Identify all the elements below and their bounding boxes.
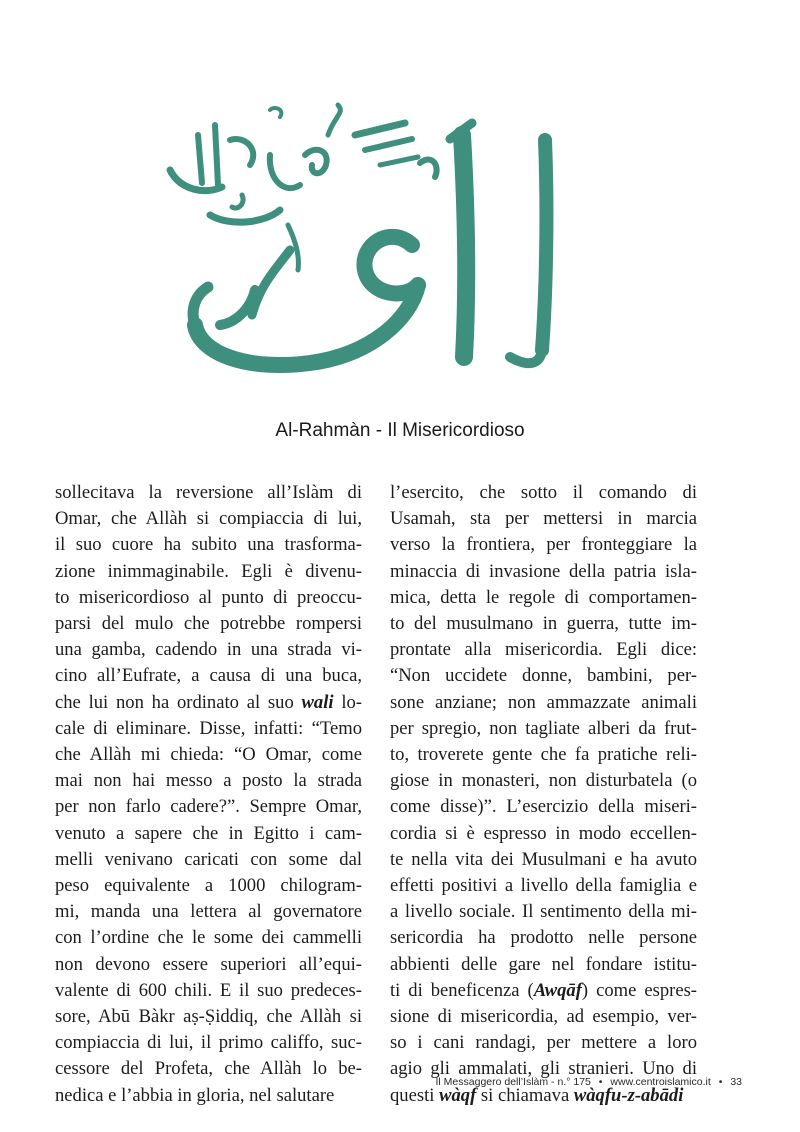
text-fragment: come disse)”. L’esercizio della miseri- (390, 796, 697, 818)
footer-website-link[interactable]: www.centroislamico.it (610, 1076, 711, 1088)
text-line (55, 821, 362, 847)
text-fragment: effetti positivi a livello della famiglia e (390, 875, 697, 897)
page-footer (436, 1076, 742, 1088)
text-line (55, 1004, 362, 1030)
text-line (390, 925, 697, 951)
text-fragment: compiaccia di lui, il primo califfo, suc- (55, 1032, 362, 1054)
text-fragment: sone anziane; non ammazzate animali (390, 691, 697, 713)
footer-publication: Il Messaggero dell’Islàm - n.° 175 (435, 1076, 591, 1088)
text-fragment: per spregio, non tagliate alberi da frut- (390, 717, 697, 739)
text-fragment: si chiamava (476, 1084, 574, 1106)
text-line (55, 794, 362, 820)
text-line (390, 1004, 697, 1030)
text-line (55, 899, 362, 925)
text-line (55, 978, 362, 1004)
italic-term: wàqf (439, 1084, 477, 1106)
text-fragment: che lui non ha ordinato al suo (55, 691, 302, 713)
text-fragment: con l’ordine che le some dei cammelli (55, 927, 362, 949)
text-fragment: cino all’Eufrate, a causa di una buca, (55, 665, 362, 687)
text-fragment: agio gli ammalati, gli stranieri. Uno di (390, 1058, 697, 1080)
text-line (390, 480, 697, 506)
text-fragment: peso equivalente a 1000 chilogram- (55, 875, 362, 897)
text-fragment: lo- (333, 691, 362, 713)
text-fragment: to, troverete gente che fa pratiche reli- (390, 744, 697, 766)
text-fragment: il suo cuore ha subito una trasforma- (55, 534, 362, 556)
text-fragment: verso la frontiera, per fronteggiare la (390, 534, 697, 556)
text-fragment: sione di misericordia, ad esempio, ver- (390, 1006, 697, 1028)
text-line (390, 952, 697, 978)
al-rahman-calligraphy-logo (150, 95, 570, 395)
text-line (390, 532, 697, 558)
text-line (390, 742, 697, 768)
text-fragment: to del musulmano in guerra, tutte im- (390, 613, 697, 635)
italic-term: Awqāf (533, 979, 582, 1001)
text-line (55, 716, 362, 742)
text-line (55, 690, 362, 716)
text-fragment: mi, manda una lettera al governatore (55, 901, 362, 923)
text-line (55, 925, 362, 951)
text-line (55, 480, 362, 506)
text-fragment: parsi del mulo che potrebbe rompersi (55, 613, 362, 635)
text-fragment: non devono essere superiori all’equi- (55, 953, 362, 975)
text-fragment: a livello sociale. Il sentimento della mi- (390, 901, 697, 923)
text-line (55, 532, 362, 558)
left-text-column (55, 480, 362, 1109)
text-line (390, 978, 697, 1004)
text-fragment: te nella vita dei Musulmani e ha avuto (390, 848, 697, 870)
text-fragment: sore, Abū Bàkr aṣ-Ṣiddiq, che Allàh si (55, 1006, 362, 1028)
text-fragment: prontate alla misericordia. Egli dice: (390, 639, 697, 661)
text-fragment: sollecitava la reversione all’Islàm di (55, 482, 362, 503)
text-fragment: per non farlo cadere?”. Sempre Omar, (55, 796, 362, 818)
text-fragment: nedica e l’abbia in gloria, nel salutare (55, 1084, 335, 1106)
text-fragment: “Non uccidete donne, bambini, per- (390, 665, 697, 687)
text-line (55, 742, 362, 768)
text-line (55, 847, 362, 873)
text-line (390, 847, 697, 873)
text-line (55, 1083, 362, 1109)
text-line (55, 637, 362, 663)
text-line (55, 873, 362, 899)
text-fragment: mai non hai messo a posto la strada (55, 770, 362, 792)
text-fragment: cessore del Profeta, che Allàh lo be- (55, 1058, 362, 1080)
text-fragment: abbienti delle gare nel fondare istitu- (390, 953, 697, 975)
text-line (55, 952, 362, 978)
text-fragment: minaccia di invasione della patria isla- (390, 560, 697, 582)
text-fragment: cordia si è espresso in modo eccellen- (390, 822, 697, 844)
right-text-column (390, 480, 697, 1109)
text-line (55, 611, 362, 637)
text-line (55, 559, 362, 585)
page-number: 33 (730, 1076, 742, 1088)
image-caption: Al-Rahmàn - Il Misericordioso (275, 420, 525, 441)
text-line (55, 506, 362, 532)
text-fragment: melli venivano caricati con some dal (55, 848, 362, 870)
text-fragment: l’esercito, che sotto il comando di (390, 482, 697, 503)
text-line (390, 559, 697, 585)
text-fragment: cale di eliminare. Disse, infatti: “Temo (55, 717, 362, 739)
footer-separator: • (718, 1076, 723, 1088)
italic-term: wàqfu-z-abādi (573, 1084, 684, 1106)
text-line (390, 899, 697, 925)
text-line (390, 716, 697, 742)
italic-term: wali (301, 691, 334, 713)
text-fragment: venuto a sapere che in Egitto i cam- (55, 822, 362, 844)
text-line (55, 585, 362, 611)
text-fragment: mica, detta le regole di comportamen- (390, 586, 697, 608)
text-fragment: Omar, che Allàh si compiaccia di lui, (55, 508, 362, 530)
text-fragment: giose in monasteri, non disturbatela (o (390, 770, 697, 792)
text-fragment: to misericordioso al punto di preoccu- (55, 586, 362, 608)
text-line (390, 637, 697, 663)
text-line (390, 585, 697, 611)
text-line (390, 1030, 697, 1056)
text-fragment: Usamah, sta per mettersi in marcia (390, 508, 697, 530)
text-fragment: valente di 600 chili. E il suo predeces- (55, 979, 362, 1001)
footer-separator: • (598, 1076, 603, 1088)
text-line (390, 690, 697, 716)
text-line (390, 768, 697, 794)
text-line (390, 794, 697, 820)
text-fragment: una gamba, cadendo in una strada vi- (55, 639, 362, 661)
text-line (55, 663, 362, 689)
text-line (390, 873, 697, 899)
text-line (390, 821, 697, 847)
text-fragment: ) come espres- (581, 979, 697, 1001)
text-fragment: so i cani randagi, per mettere a loro (390, 1032, 697, 1054)
text-line (390, 663, 697, 689)
text-line (55, 1056, 362, 1082)
text-line (390, 611, 697, 637)
text-fragment: sericordia ha prodotto nelle persone (390, 927, 697, 949)
text-line (55, 1030, 362, 1056)
text-line (55, 768, 362, 794)
text-fragment: zione inimmaginabile. Egli è divenu- (55, 560, 362, 582)
text-fragment: questi (390, 1084, 440, 1106)
text-fragment: che Allàh mi chieda: “O Omar, come (55, 744, 362, 766)
text-line (390, 506, 697, 532)
text-fragment: ti di beneficenza ( (390, 979, 534, 1001)
